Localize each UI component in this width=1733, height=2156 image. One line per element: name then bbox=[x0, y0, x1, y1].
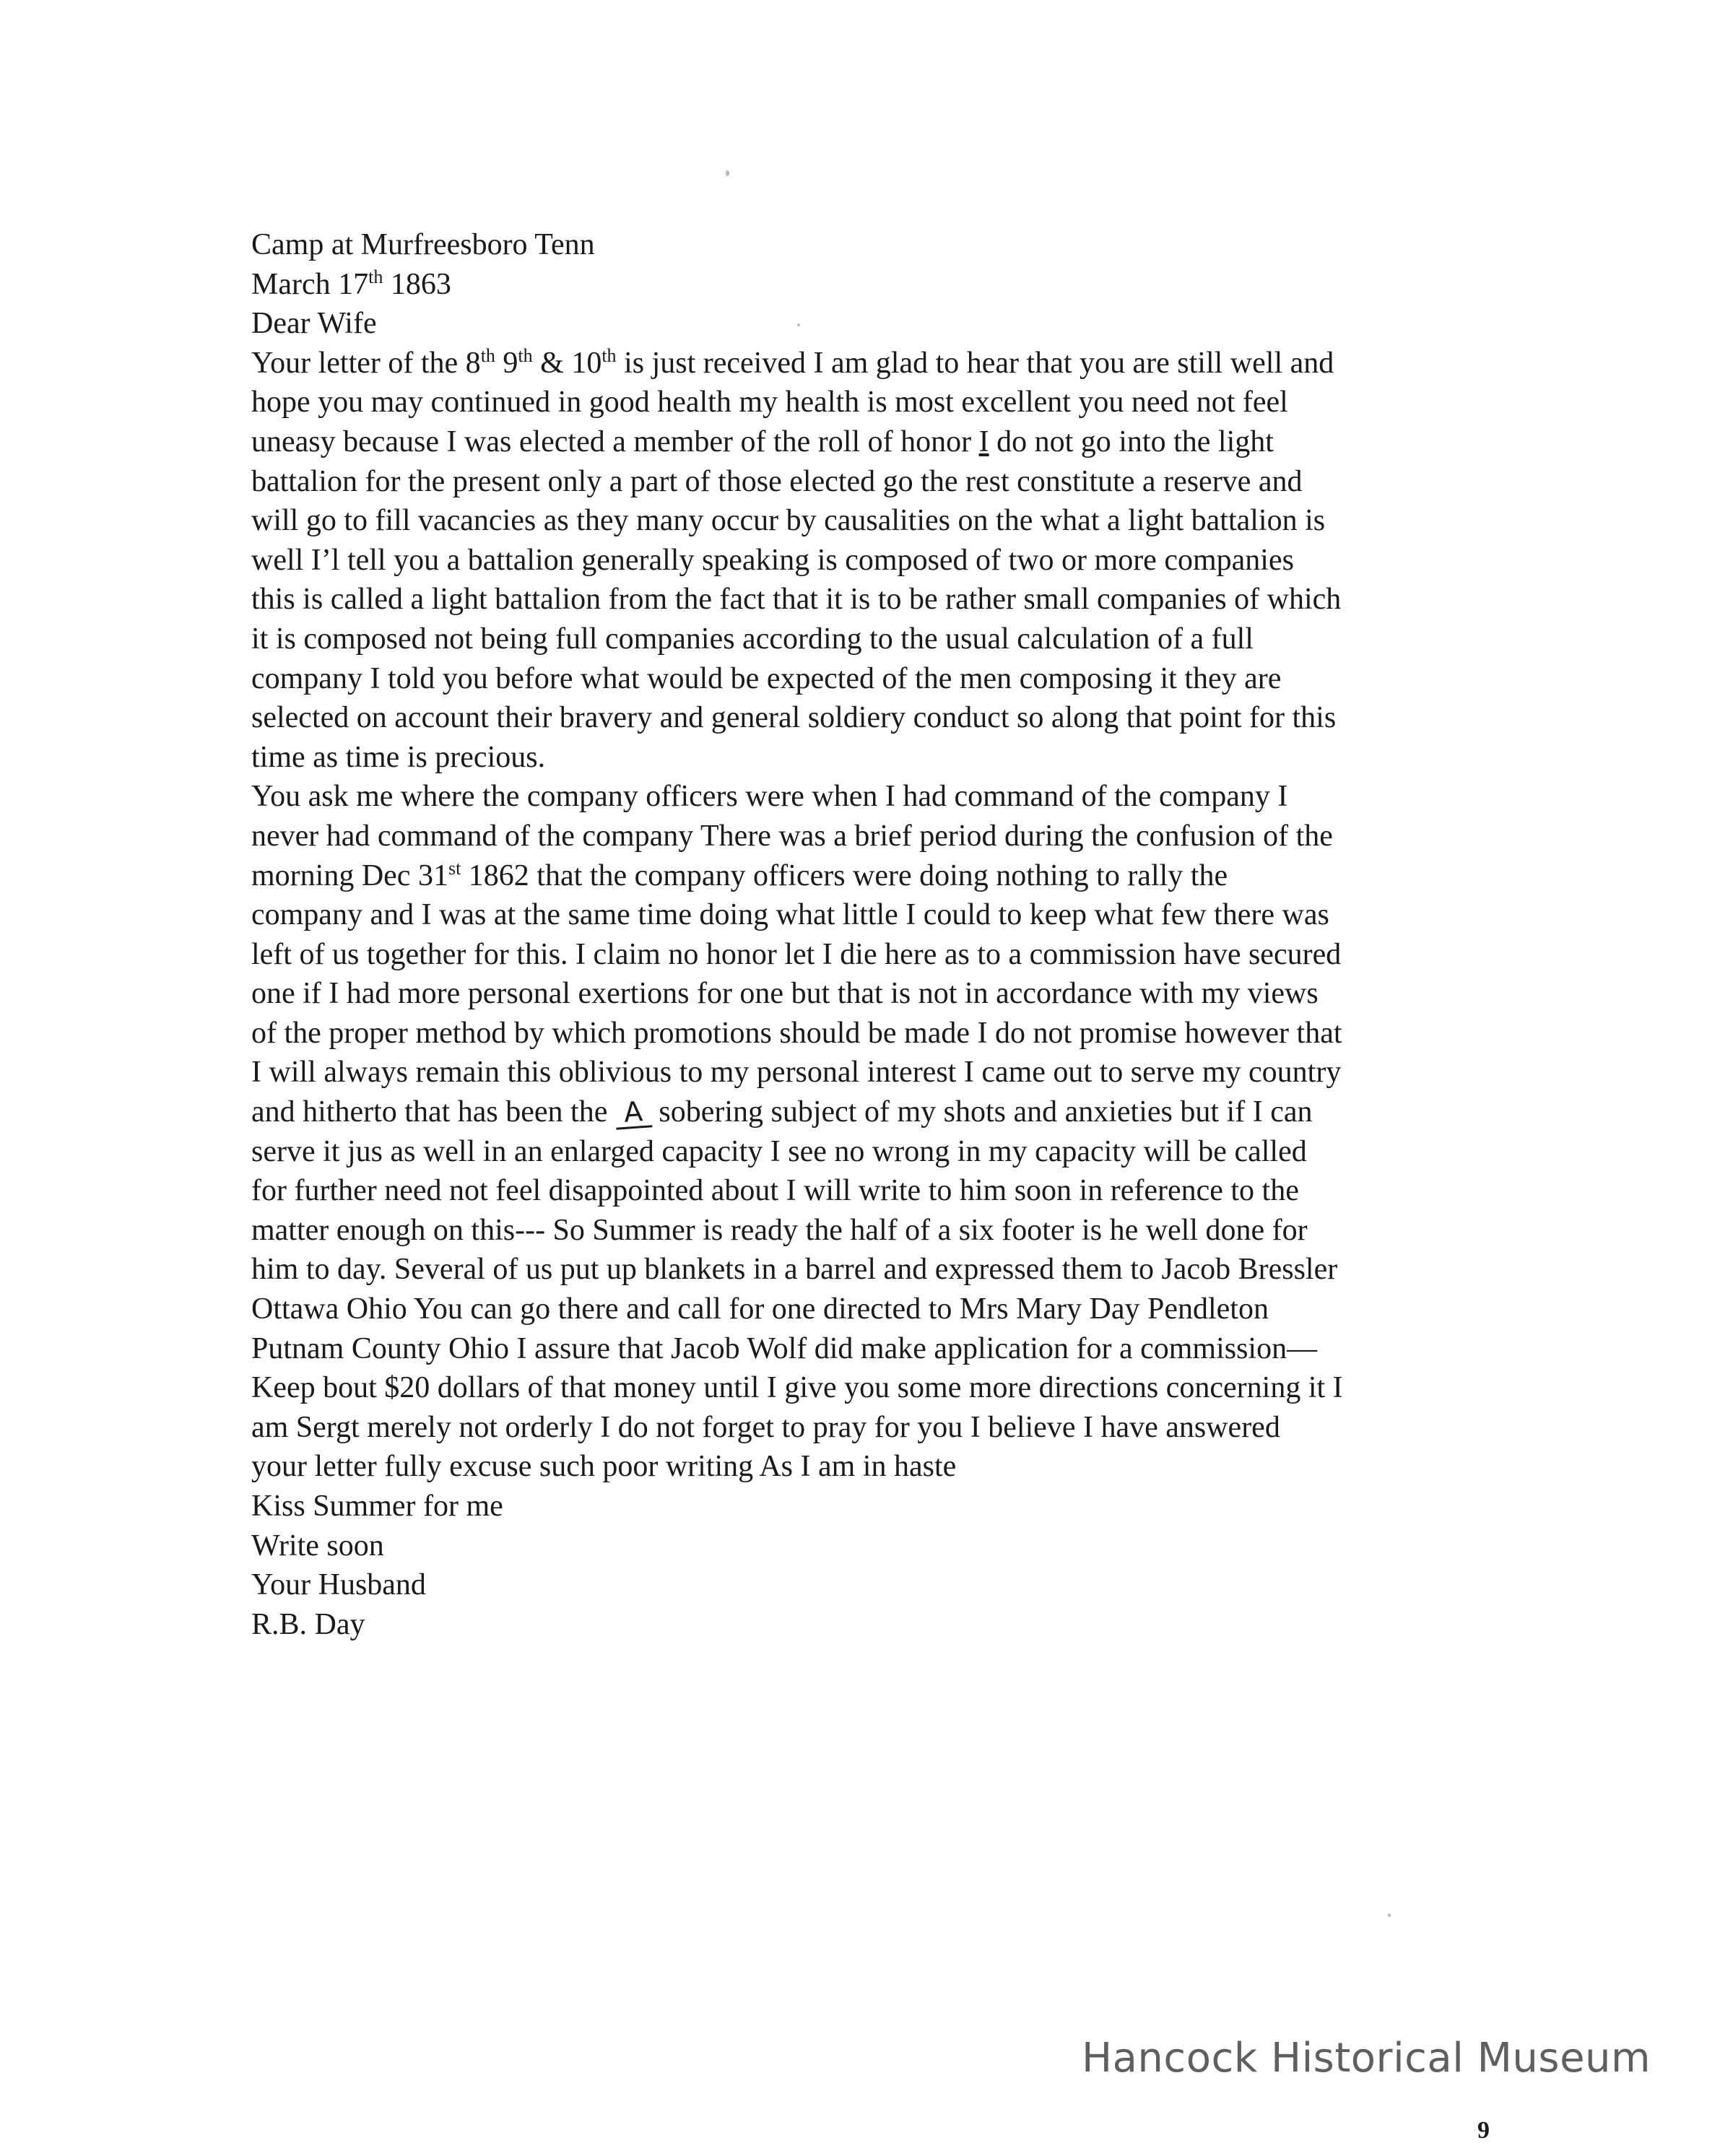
date-month: March 17 bbox=[251, 267, 369, 301]
ordinal-superscript: th bbox=[480, 344, 495, 366]
paragraph-2-line: am Sergt merely not orderly I do not forget to pray for you I believe I have answered bbox=[251, 1410, 1280, 1444]
paragraph-2-line bbox=[251, 1092, 1500, 1132]
paragraph-1-line: this is called a light battalion from the fact that it is to be rather small companies of which bbox=[251, 583, 1342, 617]
paragraph-2-line: company and I was at the same time doing what little I could to keep what few there was bbox=[251, 898, 1329, 932]
ordinal-superscript: st bbox=[448, 857, 461, 879]
text-run: 1862 that the company officers were doing nothing to rally the bbox=[461, 859, 1228, 892]
scan-speck bbox=[726, 170, 729, 176]
paragraph-1-line: hope you may continued in good health my health is most excellent you need not feel bbox=[251, 386, 1288, 420]
paragraph-1-line: battalion for the present only a part of those elected go the rest constitute a reserve and bbox=[251, 464, 1303, 498]
closing-line: Kiss Summer for me bbox=[251, 1490, 503, 1523]
museum-watermark: Hancock Historical Museum bbox=[1082, 2035, 1651, 2082]
page-number: 9 bbox=[1477, 2117, 1490, 2144]
paragraph-2-line: your letter fully excuse such poor writing As I am in haste bbox=[251, 1450, 957, 1484]
handwritten-insertion: A bbox=[614, 1096, 652, 1129]
paragraph-2-line: Keep bout $20 dollars of that money until I give you some more directions concerning it I bbox=[251, 1371, 1343, 1405]
paragraph-2-line: of the proper method by which promotions should be made I do not promise however that bbox=[251, 1016, 1342, 1050]
ordinal-superscript: th bbox=[601, 344, 617, 366]
scan-speck bbox=[797, 323, 800, 326]
paragraph-1-line: it is composed not being full companies according to the usual calculation of a full bbox=[251, 622, 1254, 656]
text-run: 9 bbox=[495, 346, 518, 380]
letter-date bbox=[251, 265, 1500, 305]
paragraph-2-line: one if I had more personal exertions for one but that is not in accordance with my views bbox=[251, 977, 1319, 1011]
paragraph-2-line: Ottawa Ohio You can go there and call for one directed to Mrs Mary Day Pendleton bbox=[251, 1292, 1269, 1326]
text-run: Your letter of the 8 bbox=[251, 346, 481, 380]
closing-line: Your Husband bbox=[251, 1568, 426, 1602]
letter-salutation: Dear Wife bbox=[251, 307, 377, 341]
paragraph-2-line: I will always remain this oblivious to my personal interest I came out to serve my country bbox=[251, 1056, 1342, 1090]
signature: R.B. Day bbox=[251, 1607, 365, 1641]
letter-body bbox=[251, 225, 1500, 1644]
closing-line: Write soon bbox=[251, 1529, 384, 1562]
paragraph-1-line bbox=[251, 422, 1500, 462]
paragraph-2-line: never had command of the company There was a brief period during the confusion of the bbox=[251, 819, 1333, 853]
paragraph-2-line: Putnam County Ohio I assure that Jacob Wolf did make application for a commission— bbox=[251, 1331, 1318, 1365]
paragraph-1-line: company I told you before what would be expected of the men composing it they are bbox=[251, 661, 1282, 695]
letter-place: Camp at Murfreesboro Tenn bbox=[251, 228, 595, 261]
paragraph-1-line bbox=[251, 344, 1500, 383]
paragraph-2-line: matter enough on this--- So Summer is ready the half of a six footer is he well done for bbox=[251, 1213, 1308, 1247]
text-run: do not go into the light bbox=[989, 425, 1274, 458]
ordinal-superscript: th bbox=[518, 344, 533, 366]
underlined-word: I bbox=[978, 425, 989, 458]
paragraph-2-line: You ask me where the company officers were when I had command of the company I bbox=[251, 780, 1288, 814]
date-year: 1863 bbox=[383, 267, 451, 301]
scan-speck bbox=[1388, 1913, 1391, 1917]
text-run: and hitherto that has been the bbox=[251, 1095, 615, 1129]
paragraph-1-line: will go to fill vacancies as they many occur by causalities on the what a light battalion is bbox=[251, 504, 1326, 538]
date-superscript: th bbox=[368, 266, 383, 287]
paragraph-1-line: time as time is precious. bbox=[251, 740, 546, 774]
paragraph-2-line: for further need not feel disappointed about I will write to him soon in reference to the bbox=[251, 1174, 1299, 1208]
text-run: morning Dec 31 bbox=[251, 859, 448, 892]
paragraph-2-line: him to day. Several of us put up blankets in a barrel and expressed them to Jacob Bressler bbox=[251, 1253, 1338, 1287]
paragraph-1-line: selected on account their bravery and general soldiery conduct so along that point for this bbox=[251, 701, 1337, 735]
paragraph-2-line: left of us together for this. I claim no honor let I die here as to a commission have secured bbox=[251, 937, 1342, 971]
text-run: & 10 bbox=[532, 346, 602, 380]
paragraph-1-line: well I’l tell you a battalion generally speaking is composed of two or more companies bbox=[251, 543, 1294, 577]
text-run: is just received I am glad to hear that you are still well and bbox=[616, 346, 1334, 380]
paragraph-2-line: serve it jus as well in an enlarged capacity I see no wrong in my capacity will be called bbox=[251, 1134, 1307, 1168]
text-run: sobering subject of my shots and anxieties but if I can bbox=[651, 1095, 1313, 1129]
text-run: uneasy because I was elected a member of the roll of honor bbox=[251, 425, 979, 458]
paragraph-2-line bbox=[251, 856, 1500, 896]
